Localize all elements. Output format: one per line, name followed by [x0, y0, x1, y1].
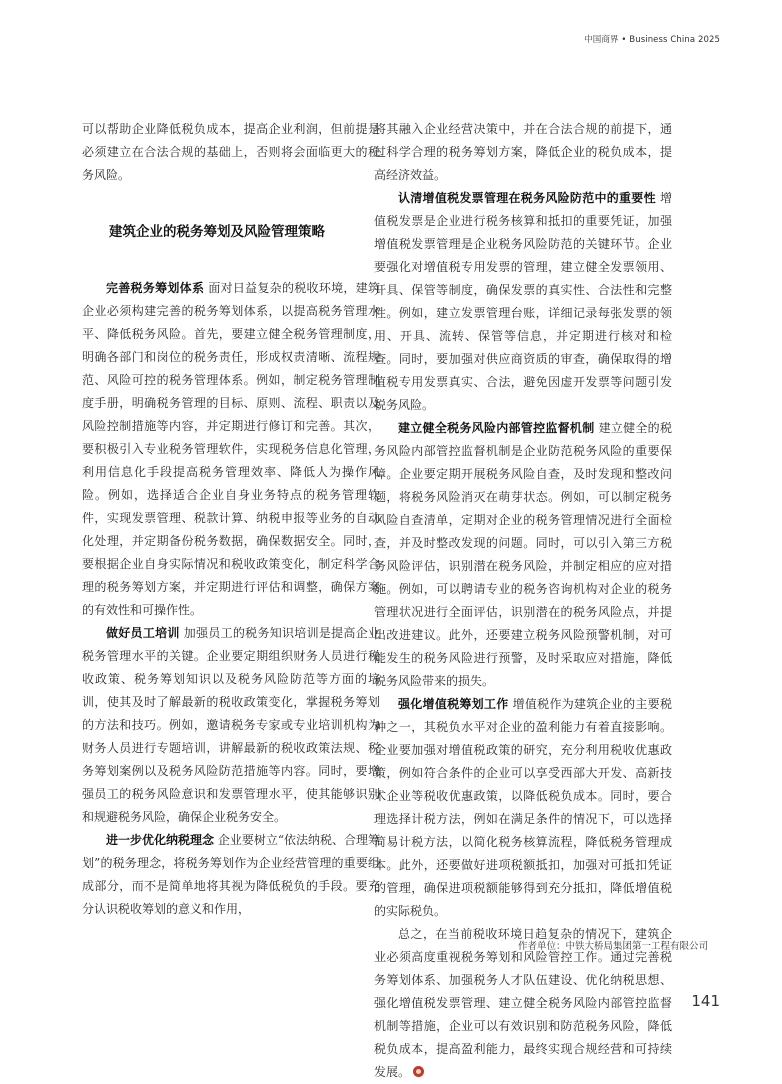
paragraph-body: 加强员工的税务知识培训是提高企业税务管理水平的关键。企业要定期组织财务人员进行税收政策、税务筹划知识以及税务风险防范等方面的培训，使其及时了解最新的税收政策变化，掌握税务筹划的方法和技巧。例如，邀请税务专家或专业培训机构为财务人员进行专题培训，讲解最新的税收政策法规、税务筹划案例以及税务风险防范措施等内容。同时，要增强员工的税务风险意识和发票管理水平，使其能够识别和规避税务风险，确保企业税务安全。 [82, 626, 380, 824]
paragraph-body: 总之，在当前税收环境日趋复杂的情况下，建筑企业必须高度重视税务筹划和风险管控工作。通过完善税务筹划体系、加强税务人才队伍建设、优化纳税思想、强化增值税发票管理、建立健全税务风险内部管控监督机制等措施，企业可以有效识别和防范税务风险，降低税负成本，提高盈利能力，最终实现合规经营和可持续发展。 [374, 927, 672, 1079]
paragraph-lead: 做好员工培训 [106, 626, 180, 640]
paragraph-body: 建立健全的税务风险内部管控监督机制是企业防范税务风险的重要保障。企业要定期开展税务风险自查，及时发现和整改问题，将税务风险消灭在萌芽状态。例如，可以制定税务风险自查清单，定期对企业的税务管理情况进行全面检查，并及时整改发现的问题。同时，可以引入第三方税务风险评估，识别潜在税务风险，并制定相应的应对措施。例如，可以聘请专业的税务咨询机构对企业的税务管理状况进行全面评估，识别潜在的税务风险点，并提出改进建议。此外，还要建立税务风险预警机制，对可能发生的税务风险进行预警，及时采取应对措施，降低税务风险带来的损失。 [374, 421, 672, 688]
paragraph [82, 277, 380, 622]
paragraph: 将其融入企业经营决策中，并在合法合规的前提下，通过科学合理的税务筹划方案，降低企业的税负成本，提高经济效益。 [374, 122, 672, 182]
author-affiliation: 作者单位：中铁大桥局集团第一工程有限公司 [517, 941, 708, 952]
end-mark-icon [413, 1066, 424, 1077]
page-number: 141 [691, 992, 720, 1010]
paragraph-lead: 进一步优化纳税理念 [106, 833, 215, 847]
paragraph-body: 增值税发票是企业进行税务核算和抵扣的重要凭证，加强增值税发票管理是企业税务风险防范的关键环节。企业要强化对增值税专用发票的管理，建立健全发票领用、开具、保管等制度，确保发票的真实性、合法性和完整性。例如，建立发票管理台账，详细记录每张发票的领用、开具、流转、保管等信息，并定期进行核对和检查。同时，要加强对供应商资质的审查，确保取得的增值税专用发票真实、合法，避免因虚开发票等问题引发税务风险。 [374, 191, 672, 412]
paragraph [374, 693, 672, 923]
paragraph [82, 622, 380, 829]
paragraph-body: 企业要树立“依法纳税、合理筹划”的税务理念，将税务筹划作为企业经营管理的重要组成部分，而不是简单地将其视为降低税负的手段。要充分认识税收筹划的意义和作用， [82, 833, 380, 916]
paragraph-lead: 完善税务筹划体系 [106, 281, 205, 295]
paragraph [82, 829, 380, 921]
paragraph-lead: 认清增值税发票管理在税务风险防范中的重要性 [398, 191, 656, 205]
paragraph: 可以帮助企业降低税负成本，提高企业利润，但前提是必须建立在合法合规的基础上，否则将会面临更大的税务风险。 [82, 122, 380, 182]
left-column [82, 118, 380, 921]
paragraph-body: 增值税作为建筑企业的主要税种之一，其税负水平对企业的盈利能力有着直接影响。企业要加强对增值税政策的研究，充分利用税收优惠政策，例如符合条件的企业可以享受西部大开发、高新技术企业等税收优惠政策，以降低税负成本。同时，要合理选择计税方法，例如在满足条件的情况下，可以选择简易计税方法，以简化税务核算流程，降低税务管理成本。此外，还要做好进项税额抵扣，加强对可抵扣凭证的管理，确保进项税额能够得到充分抵扣，降低增值税的实际税负。 [374, 697, 672, 918]
paragraph-body: 面对日益复杂的税收环境，建筑企业必须构建完善的税务筹划体系，以提高税务管理水平、降低税务风险。首先，要建立健全税务管理制度，明确各部门和岗位的税务责任，形成权责清晰、流程规范、风险可控的税务管理体系。例如，制定税务管理制度手册，明确税务管理的目标、原则、流程、职责以及风险控制措施等内容，并定期进行修订和完善。其次，要积极引入专业税务管理软件，实现税务信息化管理，利用信息化手段提高税务管理效率、降低人为操作风险。例如，选择适合企业自身业务特点的税务管理软件，实现发票管理、税款计算、纳税申报等业务的自动化处理，并定期备份税务数据，确保数据安全。同时，要根据企业自身实际情况和税收政策变化，制定科学合理的税务筹划方案，并定期进行评估和调整，确保方案的有效性和可操作性。 [82, 281, 380, 617]
section-title: 建筑企业的税务筹划及风险管理策略 [109, 224, 325, 240]
paragraph [374, 417, 672, 693]
running-header: 中国商界 • Business China 2025 [584, 35, 720, 45]
paragraph-lead: 强化增值税筹划工作 [398, 697, 509, 711]
paragraph [374, 187, 672, 417]
paragraph-lead: 建立健全税务风险内部管控监督机制 [398, 421, 595, 435]
